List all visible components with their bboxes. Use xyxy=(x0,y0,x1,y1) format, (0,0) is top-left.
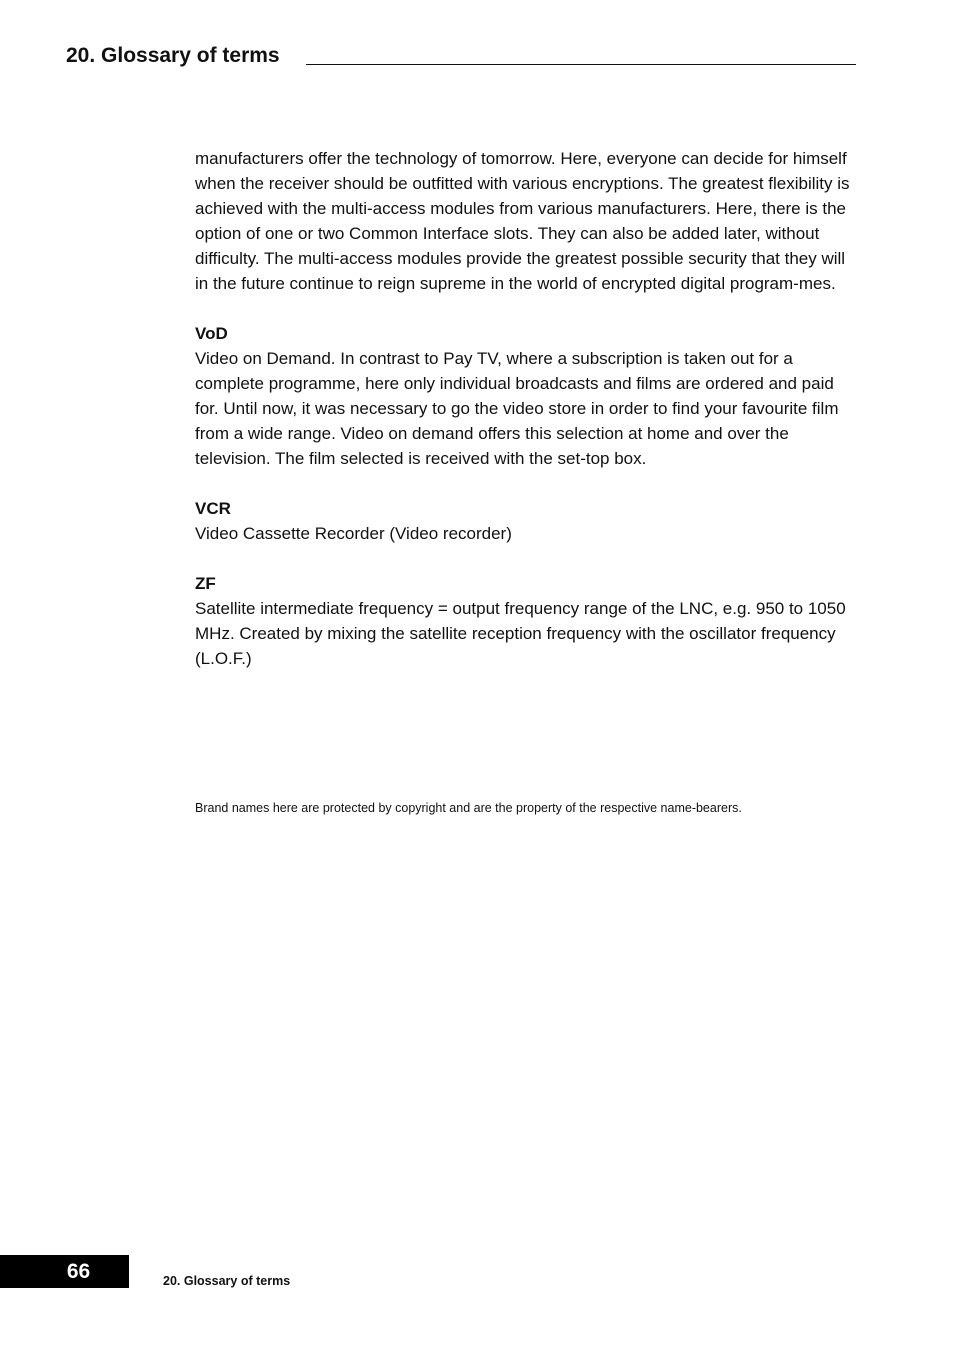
glossary-term: VoD xyxy=(195,324,228,343)
copyright-footnote: Brand names here are protected by copyright and are the property of the respective name-bearers. xyxy=(195,801,742,815)
glossary-entry-zf xyxy=(195,571,857,671)
page-number-box xyxy=(0,1255,129,1288)
page-title: 20. Glossary of terms xyxy=(66,44,280,67)
page-header xyxy=(66,42,856,72)
glossary-term: ZF xyxy=(195,574,216,593)
header-rule xyxy=(306,64,856,65)
glossary-definition: Video Cassette Recorder (Video recorder) xyxy=(195,524,512,543)
glossary-entry-vcr xyxy=(195,496,857,546)
glossary-term: VCR xyxy=(195,499,231,518)
intro-paragraph: manufacturers offer the technology of tomorrow. Here, everyone can decide for himself when the receiver should be outfitted with various encryptions. The greatest flexibility is achieved with the multi-access modules from various manufacturers. Here, there is the option of one or two Common Interface slots. They can also be added later, without difficulty. The multi-access modules provide the greatest possible security that they will in the future continue to reign supreme in the world of encrypted digital program-mes. xyxy=(195,149,850,293)
glossary-definition: Satellite intermediate frequency = output frequency range of the LNC, e.g. 950 to 1050 MHz. Created by mixing the satellite reception frequency with the oscillator frequency (L.O.F.) xyxy=(195,599,846,668)
glossary-entry-vod xyxy=(195,321,857,471)
glossary-definition: Video on Demand. In contrast to Pay TV, where a subscription is taken out for a complete programme, here only individual broadcasts and films are ordered and paid for. Until now, it was necessary to go the video store in order to find your favourite film from a wide range. Video on demand offers this selection at home and over the television. The film selected is received with the set-top box. xyxy=(195,349,839,468)
footer-section-title: 20. Glossary of terms xyxy=(163,1274,291,1288)
glossary-content xyxy=(195,146,857,671)
page-number: 66 xyxy=(66,1260,91,1283)
